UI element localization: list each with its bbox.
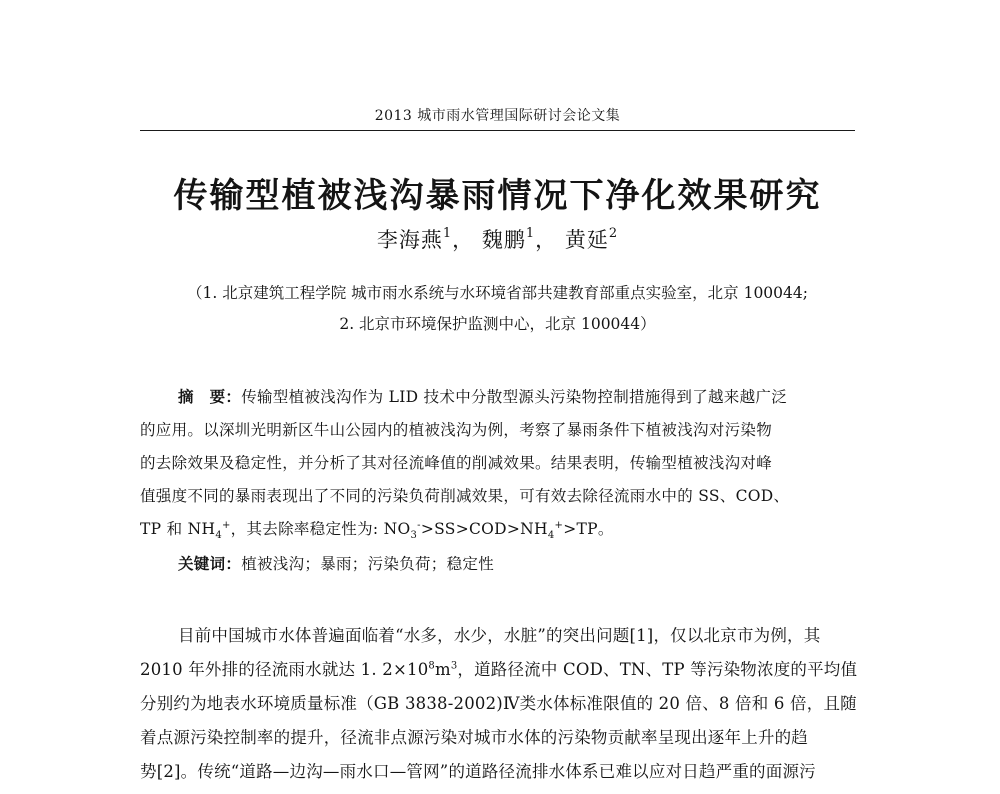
abstract-line (178, 385, 787, 407)
affiliation-line: （1. 北京建筑工程学院 城市雨水系统与水环境省部共建教育部重点实验室，北京 100044; (187, 284, 808, 302)
superscript: 3 (450, 660, 458, 672)
abstract-text: >TP。 (563, 520, 614, 538)
author-separator: ， (452, 228, 475, 252)
abstract-text: ，其去除率稳定性为: NO (230, 520, 411, 538)
running-header: 2013 城市雨水管理国际研讨会论文集 (374, 108, 621, 124)
subscript: 4 (215, 530, 222, 542)
keywords-label: 关键词： (178, 554, 242, 573)
superscript: + (221, 519, 231, 531)
abstract-text: TP 和 NH (140, 520, 216, 538)
subscript: 4 (547, 530, 555, 542)
author-affiliation-mark: 1 (442, 226, 453, 241)
abstract-line: 的去除效果及稳定性，并分析了其对径流峰值的削减效果。结果表明，传输型植被浅沟对峰 (140, 454, 773, 472)
author-affiliation-mark: 1 (525, 226, 536, 241)
body-line: 目前中国城市水体普遍面临着“水多，水少，水脏”的突出问题[1]，仅以北京市为例，其 (178, 626, 821, 645)
body-text: m (434, 660, 451, 679)
abstract-text: >SS>COD>NH (420, 520, 548, 538)
body-text: ，道路径流中 COD、TN、TP 等污染物浓度的平均值 (457, 660, 858, 679)
author-name: 李海燕 (376, 228, 443, 252)
superscript: - (417, 519, 421, 531)
author-separator: ， (535, 228, 558, 252)
author-name: 魏鹏 (481, 228, 526, 252)
body-line: 着点源污染控制率的提升，径流非点源污染对城市水体的污染物贡献率呈现出逐年上升的趋 (140, 728, 808, 747)
affiliation-line: 2. 北京市环境保护监测中心，北京 100044） (339, 315, 656, 333)
header-rule (140, 130, 855, 131)
abstract-line: 的应用。以深圳光明新区牛山公园内的植被浅沟为例，考察了暴雨条件下植被浅沟对污染物 (140, 421, 773, 439)
body-text: 2010 年外排的径流雨水就达 1. 2×10 (140, 660, 429, 679)
abstract-line (140, 517, 614, 541)
body-line: 势[2]。传统“道路—边沟—雨水口—管网”的道路径流排水体系已难以应对日趋严重的面源污 (140, 762, 816, 781)
body-line (140, 656, 857, 680)
keywords-text: 植被浅沟；暴雨；污染负荷；稳定性 (241, 555, 495, 573)
abstract-label: 摘 要： (178, 387, 242, 406)
superscript: 8 (428, 660, 435, 672)
abstract-line: 值强度不同的暴雨表现出了不同的污染负荷削减效果，可有效去除径流雨水中的 SS、COD、 (140, 487, 790, 505)
author-name: 黄延 (564, 228, 609, 252)
keywords-line (178, 552, 494, 574)
paper-title: 传输型植被浅沟暴雨情况下净化效果研究 (173, 176, 822, 216)
superscript: + (554, 519, 564, 531)
body-line: 分别约为地表水环境质量标准（GB 3838-2002)Ⅳ类水体标准限值的 20 倍、8 倍和 6 倍，且随 (140, 694, 857, 713)
author-affiliation-mark: 2 (608, 226, 619, 241)
subscript: 3 (410, 530, 418, 542)
abstract-text: 传输型植被浅沟作为 LID 技术中分散型源头污染物控制措施得到了越来越广泛 (241, 388, 788, 406)
author-list (140, 224, 855, 254)
